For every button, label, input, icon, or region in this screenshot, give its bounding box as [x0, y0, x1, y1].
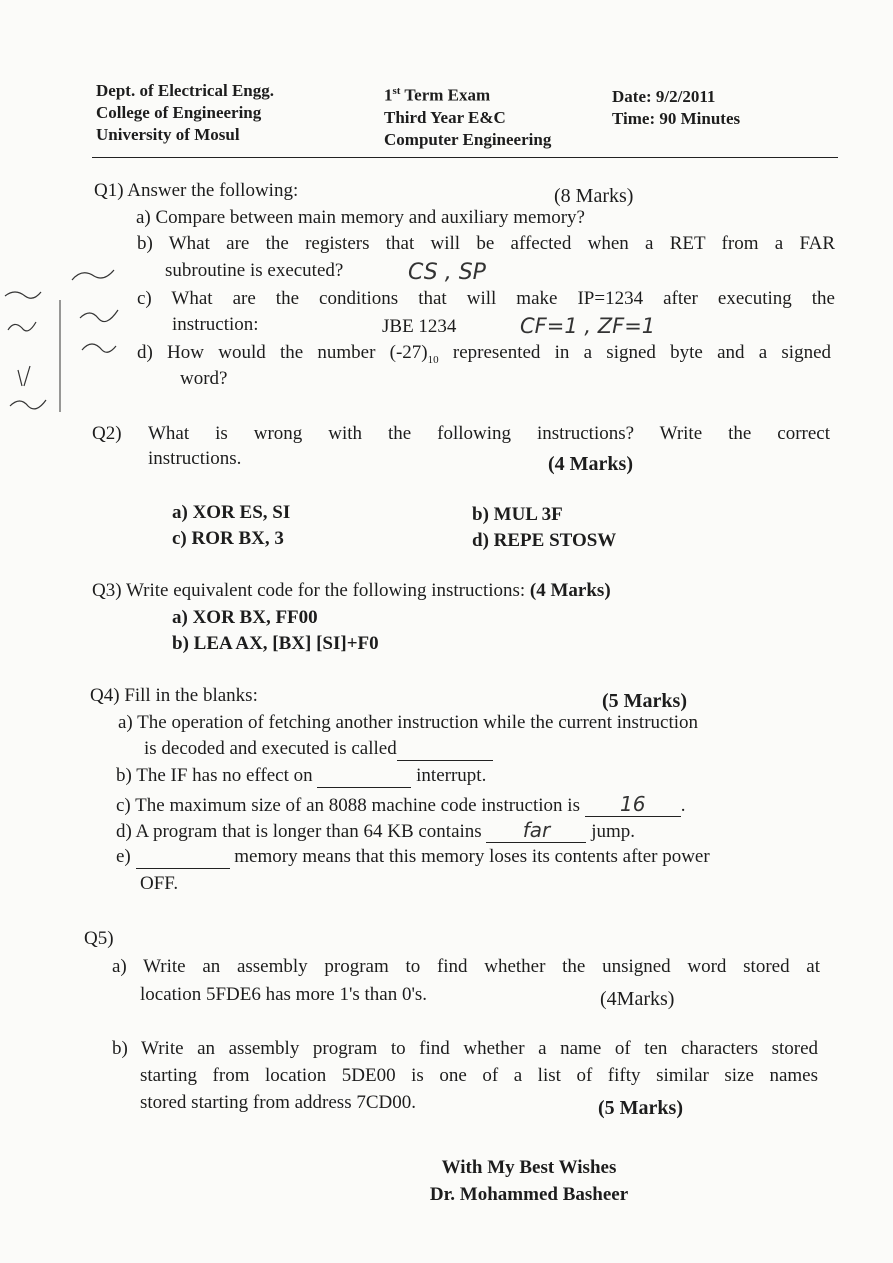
q1-c-instruction: JBE 1234 [382, 316, 457, 337]
q1-part-d-line1: d) How would the number $(-27)_{10}$ represented in a signed byte and a signed [137, 342, 832, 366]
q2-line1: What is wrong with the following instructions? Write the correct [148, 423, 830, 444]
q3-marks: (4 Marks) [529, 580, 611, 601]
q3-part-a: a) XOR BX, FF00 [172, 607, 318, 628]
q1-marks: (8 Marks) [554, 185, 634, 207]
q5-part-b-line3: stored starting from address 7CD00. [140, 1092, 416, 1113]
q1-title-line [94, 180, 298, 202]
q1-part-a: a) Compare between main memory and auxiliary memory? [136, 207, 585, 228]
dept-line: Dept. of Electrical Engg. [96, 81, 274, 100]
q5-part-b-line1: b) Write an assembly program to find whether a name of ten characters stored [112, 1038, 818, 1059]
q3-title-line [92, 580, 611, 602]
q1-number: Q1) [94, 180, 124, 201]
q4-a-blank [397, 738, 493, 761]
q5-part-a-line1: a) Write an assembly program to find whether the unsigned word stored at [112, 956, 820, 977]
q3-number: Q3) [92, 580, 122, 601]
q5-b-marks: (5 Marks) [598, 1097, 683, 1119]
q4-b-blank [317, 765, 411, 788]
q2-part-d: d) REPE STOSW [472, 530, 617, 551]
q2-part-a: a) XOR ES, SI [172, 502, 291, 523]
instructor-name: Dr. Mohammed Basheer [429, 1184, 629, 1205]
q4-part-b: b) The IF has no effect on interrupt. [116, 765, 487, 786]
time-line: Time: 90 Minutes [612, 109, 741, 128]
closing-wishes: With My Best Wishes [441, 1157, 617, 1178]
q4-part-e-line1: e) memory means that this memory loses its contents after power [116, 846, 710, 867]
q2-line2: instructions. [148, 448, 242, 469]
q4-d-handwritten-answer: far [486, 818, 586, 843]
q1-part-b-line2: subroutine is executed? [165, 260, 344, 281]
q4-part-d: d) A program that is longer than 64 KB contains far jump. [116, 818, 636, 842]
q5-part-b-line2: starting from location 5DE00 is one of a list of fifty similar size names [140, 1065, 818, 1086]
q1-title: Answer the following: [127, 180, 299, 201]
q2-part-c: c) ROR BX, 3 [172, 528, 284, 549]
q1-part-c-line2: instruction: [172, 314, 259, 335]
q4-marks: (5 Marks) [602, 690, 687, 712]
margin-handwriting [0, 230, 140, 420]
q3-part-b: b) LEA AX, [BX] [SI]+F0 [172, 633, 379, 654]
q4-number: Q4) [90, 685, 120, 706]
college-line: College of Engineering [96, 103, 262, 122]
q5-a-marks: (4Marks) [600, 988, 675, 1010]
q3-title: Write equivalent code for the following instructions: [125, 580, 526, 601]
q4-part-e-line2: OFF. [140, 873, 179, 894]
q1-b-handwritten-answer: CS , SP [408, 260, 486, 285]
year-line: Third Year E&C [384, 107, 506, 127]
q2-marks: (4 Marks) [548, 453, 633, 475]
q4-part-a-line2: is decoded and executed is called [144, 738, 493, 761]
q2-part-b: b) MUL 3F [472, 504, 563, 525]
q4-title-line [90, 685, 258, 707]
q2-number: Q2) [92, 423, 122, 444]
q4-title: Fill in the blanks: [124, 685, 258, 706]
q4-part-a-line1: a) The operation of fetching another instruction while the current instruction [118, 712, 699, 733]
university-line: University of Mosul [96, 125, 240, 144]
date-line: Date: 9/2/2011 [612, 87, 716, 106]
header-date-time [612, 86, 740, 130]
q1-c-handwritten-answer: CF=1 , ZF=1 [520, 314, 656, 338]
header-institution [96, 80, 274, 146]
header-divider [92, 157, 838, 158]
course-line: Computer Engineering [384, 129, 552, 149]
q1-part-d-line2: word? [180, 368, 228, 389]
exam-term-line: 1st Term Exam [384, 85, 491, 105]
q5-part-a-line2: location 5FDE6 has more 1's than 0's. [140, 984, 428, 1005]
q5-number: Q5) [84, 928, 114, 949]
q4-part-c: c) The maximum size of an 8088 machine code instruction is 16 . [116, 792, 686, 816]
q1-part-c-line1: c) What are the conditions that will make IP=1234 after executing the [137, 288, 835, 309]
q4-c-handwritten-answer: 16 [585, 792, 681, 817]
header-exam-info [384, 80, 551, 151]
q1-part-b-line1: b) What are the registers that will be affected when a RET from a FAR [137, 233, 835, 254]
q4-e-blank [136, 846, 230, 869]
